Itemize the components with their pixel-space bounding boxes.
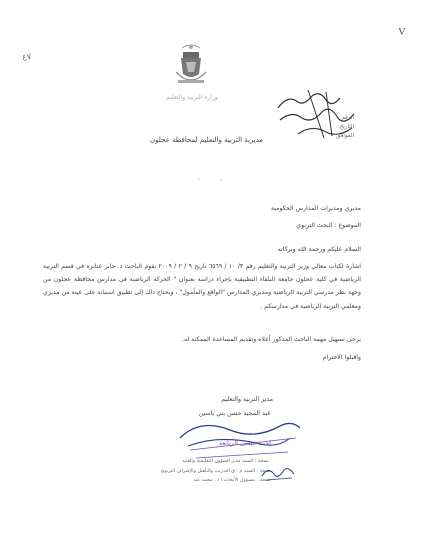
scan-speckle bbox=[196, 176, 226, 182]
greeting-line: السلام عليكم ورحمة الله وبركاته bbox=[277, 246, 361, 253]
ref-label-date: التاريخ bbox=[339, 124, 354, 130]
ref-label-number: الرقم bbox=[341, 115, 354, 121]
signatory-name: عبد المجيد حسن بني ياسين bbox=[198, 410, 271, 417]
crest-emblem bbox=[172, 42, 210, 88]
closing-line: واقبلوا الاحترام bbox=[322, 354, 361, 361]
subject-line: الموضوع : البحث التربوي bbox=[296, 222, 361, 229]
cc-line-2: نسخة : السيد م . ق التدريب والتأهيل والإشراف التربوي bbox=[160, 469, 271, 474]
body-paragraph-1: اشارة لكتاب معالي وزير التربية والتعليم رقم ٣/ ١٠ / ٦٥٦٩ تاريخ ٩ / ٢ / ٢٠٠٩ يقوم الباحث د. جابر عنانزه في قسم التربية الرياضية في كلية عجلون جامعة البلقاء التطبيقية بإجراء دراسة بعنوان " الحركة الرياضية في مدارس محافظة عجلون من وجهة نظر مدرسي التربية الرياضية ومديري المدارس "الواقع والمأمول" ، ويحتاج ذلك إلى تطبيق استبانة على عينة من مديري ومعلمي التربية الرياضية في مدارسكم . bbox=[43, 263, 361, 310]
handwritten-initials bbox=[258, 462, 298, 484]
ref-label-corresponding: الموافق bbox=[336, 133, 354, 139]
corner-page-number: ٤٧ bbox=[20, 51, 33, 63]
cc-line-1: نسخة : السيد مدير الشؤون التعليمية والفنية bbox=[182, 459, 269, 464]
stamp-name: احمد عيسى الربابعة bbox=[218, 440, 271, 447]
ministry-name: وزارة التربية والتعليم bbox=[166, 94, 218, 101]
body-paragraph-2: يرجى تسهيل مهمة الباحث المذكور أعلاه وتقديم المساعدة الممكنة له. bbox=[182, 336, 361, 343]
directorate-name: مديرية التربية والتعليم لمحافظة عجلون bbox=[150, 136, 264, 144]
reference-labels bbox=[336, 114, 354, 141]
signatory-title: مدير التربية والتعليم bbox=[221, 396, 273, 403]
recipients-line: مديري ومديرات المدارس الحكومية bbox=[270, 205, 361, 212]
corner-letter: V bbox=[398, 26, 406, 38]
cc-line-3: نسخة : مسؤول الأبحاث / د . محمد عيد bbox=[193, 478, 271, 483]
